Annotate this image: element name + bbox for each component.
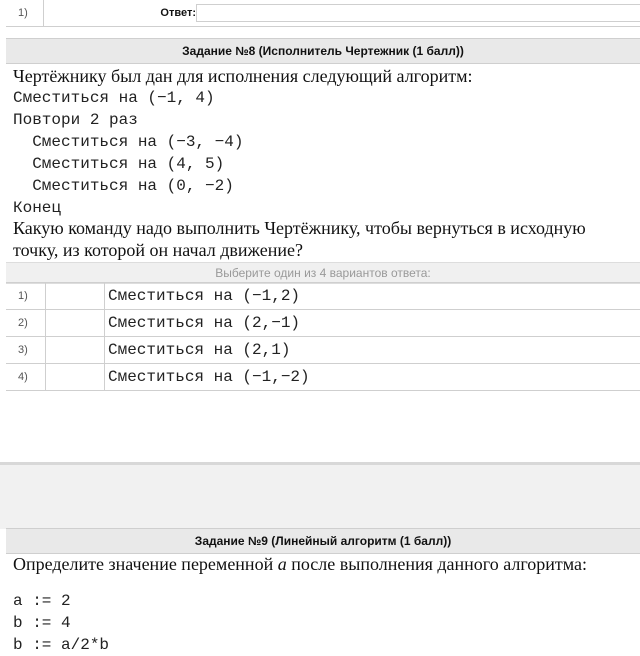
code-line: b := 4: [13, 614, 71, 632]
option-row[interactable]: [6, 364, 640, 391]
option-row[interactable]: [6, 337, 640, 364]
task9-question-pre: Определите значение переменной: [13, 554, 278, 574]
option-row[interactable]: [6, 310, 640, 337]
option-select-cell[interactable]: [46, 337, 105, 363]
option-number: 1): [6, 283, 46, 309]
option-select-cell[interactable]: [46, 283, 105, 309]
code-line: Сместиться на (4, 5): [13, 155, 225, 173]
page-gap: [0, 462, 640, 529]
code-line: Повтори 2 раз: [13, 111, 138, 129]
task9-question-var: a: [277, 554, 287, 574]
previous-answer-row: [6, 0, 640, 27]
task8-question-line1: Какую команду надо выполнить Чертёжнику, чтобы вернуться в исходную: [13, 218, 586, 238]
option-text: Сместиться на (2,−1): [108, 314, 301, 332]
task9-header: Задание №9 (Линейный алгоритм (1 балл)): [6, 528, 640, 554]
option-select-cell[interactable]: [46, 310, 105, 336]
code-line: b := a/2*b: [13, 636, 110, 654]
task8-intro: Чертёжнику был дан для исполнения следующий алгоритм:: [13, 66, 473, 86]
task8-sheet: [6, 0, 640, 458]
answer-field[interactable]: [196, 4, 640, 22]
code-line: Сместиться на (−3, −4): [13, 133, 244, 151]
option-number: 3): [6, 337, 46, 363]
task9-sheet: [6, 528, 640, 654]
answer-label: Ответ:: [160, 7, 196, 19]
task8-header: Задание №8 (Исполнитель Чертежник (1 балл)): [6, 38, 640, 64]
option-number: 4): [6, 364, 46, 390]
option-row[interactable]: [6, 283, 640, 310]
task9-question: [13, 553, 587, 575]
answer-number: 1): [6, 0, 44, 26]
options-list: [6, 282, 640, 391]
option-select-cell[interactable]: [46, 364, 105, 390]
code-line: Сместиться на (0, −2): [13, 177, 234, 195]
option-text: Сместиться на (2,1): [108, 341, 291, 359]
code-line: a := 2: [13, 592, 71, 610]
code-line: Конец: [13, 199, 62, 217]
option-text: Сместиться на (−1,2): [108, 287, 301, 305]
task8-question-line2: точку, из которой он начал движение?: [13, 240, 303, 260]
code-line: Сместиться на (−1, 4): [13, 89, 215, 107]
option-text: Сместиться на (−1,−2): [108, 368, 310, 386]
choose-prompt: Выберите один из 4 вариантов ответа:: [6, 262, 640, 284]
task9-question-post: после выполнения данного алгоритма:: [286, 554, 588, 574]
option-number: 2): [6, 310, 46, 336]
